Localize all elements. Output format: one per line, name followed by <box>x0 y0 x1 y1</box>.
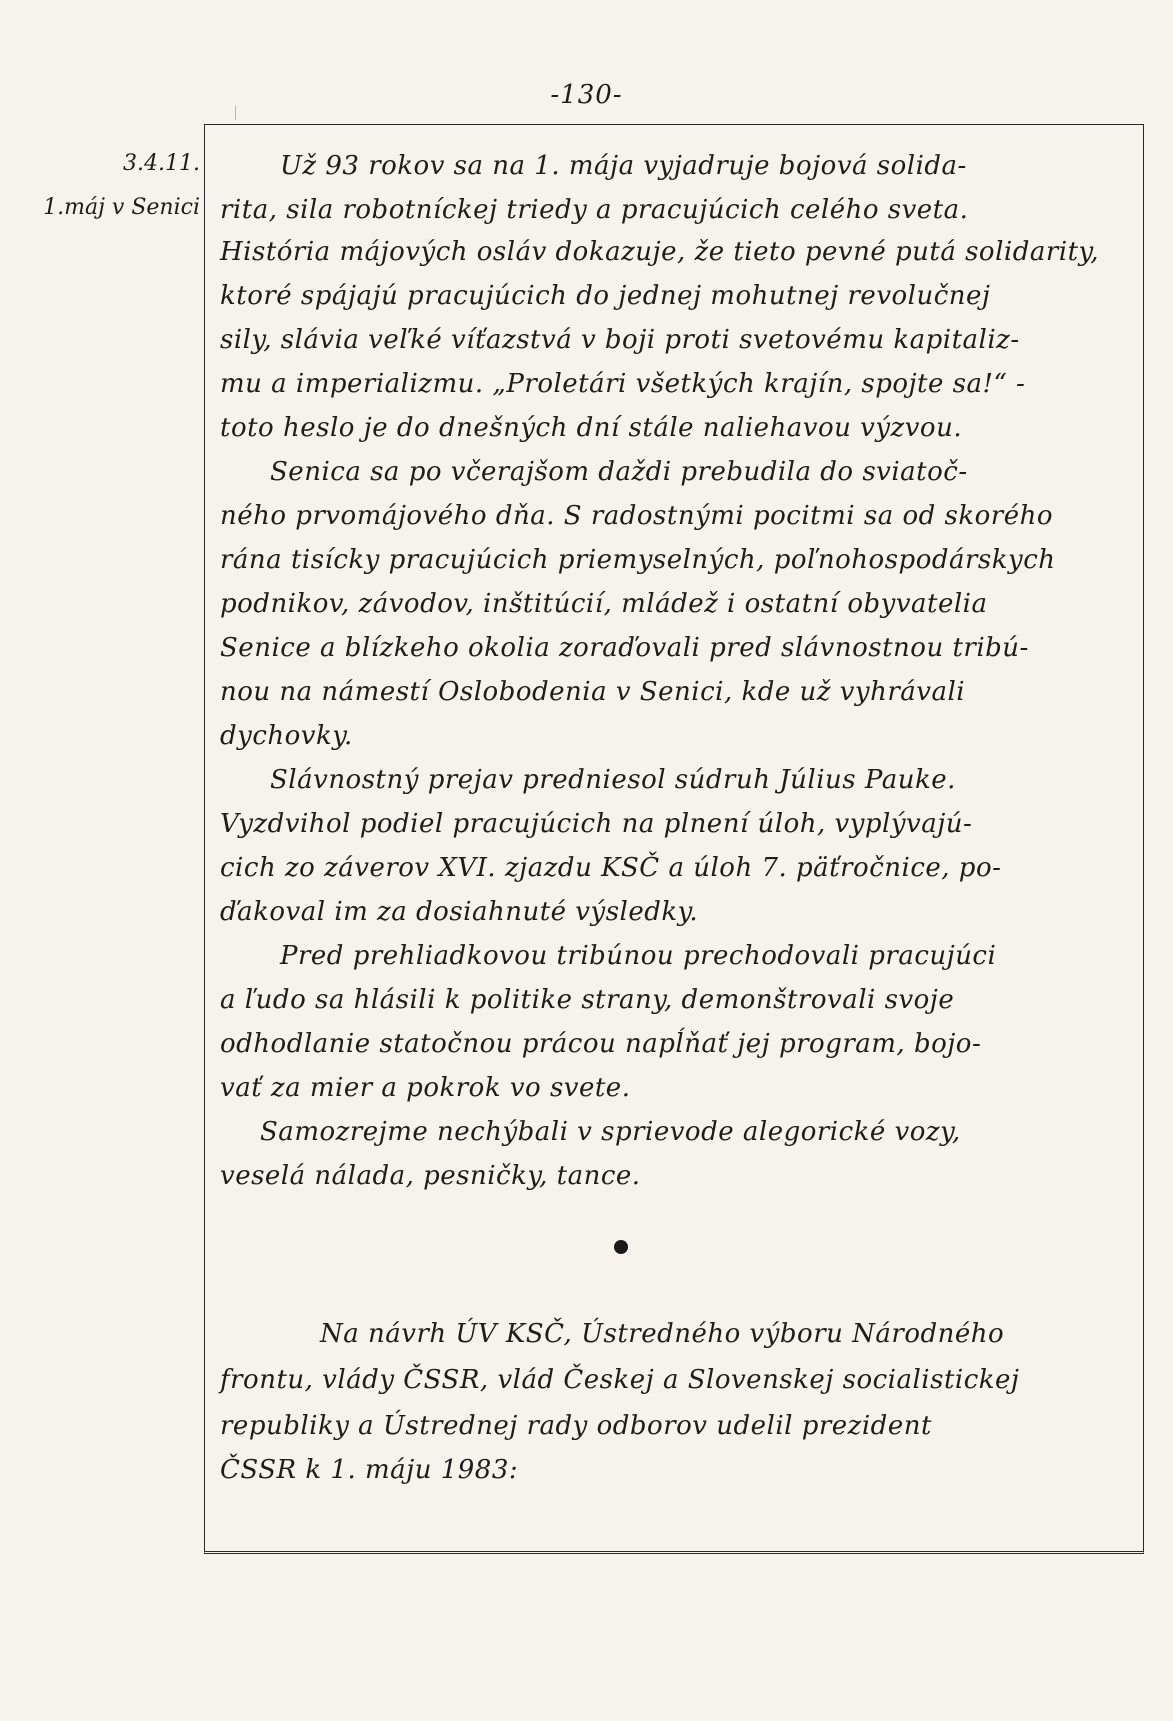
may-day-text-line-9: ného prvomájového dňa. S radostnými pocitmi sa od skorého <box>220 501 1053 531</box>
awards-text-line-4: ČSSR k 1. máju 1983: <box>220 1455 519 1485</box>
may-day-text-line-19: Pred prehliadkovou tribúnou prechodovali pracujúci <box>280 941 997 971</box>
page-number: -130- <box>550 80 623 110</box>
may-day-text-line-21: odhodlanie statočnou prácou napĺňať jej program, bojo- <box>220 1029 982 1059</box>
may-day-text-line-17: cich zo záverov XVI. zjazdu KSČ a úloh 7. päťročnice, po- <box>220 853 1002 883</box>
may-day-text-line-24: veselá nálada, pesničky, tance. <box>220 1161 641 1191</box>
may-day-text-line-10: rána tisícky pracujúcich priemyselných, poľnohospodárskych <box>220 545 1056 575</box>
may-day-text-line-12: Senice a blízkeho okolia zoraďovali pred slávnostnou tribú- <box>220 633 1029 663</box>
awards-text-line-1: Na návrh ÚV KSČ, Ústredného výboru Národného <box>320 1319 1005 1349</box>
may-day-text-line-1: Už 93 rokov sa na 1. mája vyjadruje bojová solida- <box>280 151 967 181</box>
may-day-text-line-15: Slávnostný prejav predniesol súdruh Július Pauke. <box>270 765 956 795</box>
margin-date: 3.4.11. <box>123 151 200 176</box>
may-day-text-line-14: dychovky. <box>220 721 353 751</box>
may-day-text-line-2: rita, sila robotníckej triedy a pracujúcich celého sveta. <box>220 195 969 225</box>
may-day-text-line-20: a ľudo sa hlásili k politike strany, demonštrovali svoje <box>220 985 955 1015</box>
may-day-text-line-16: Vyzdvihol podiel pracujúcich na plnení úloh, vyplývajú- <box>220 809 973 839</box>
awards-text-line-2: frontu, vlády ČSSR, vlád Českej a Slovenskej socialistickej <box>220 1365 1020 1395</box>
margin-topic: 1.máj v Senici <box>43 195 200 220</box>
may-day-text-line-4: ktoré spájajú pracujúcich do jednej mohutnej revolučnej <box>220 281 991 311</box>
section-separator-dot <box>614 1240 628 1254</box>
may-day-text-line-11: podnikov, závodov, inštitúcií, mládež i ostatní obyvatelia <box>220 589 988 619</box>
may-day-text-line-7: toto heslo je do dnešných dní stále naliehavou výzvou. <box>220 413 963 443</box>
may-day-text-line-22: vať za mier a pokrok vo svete. <box>220 1073 631 1103</box>
may-day-text-line-8: Senica sa po včerajšom daždi prebudila do sviatoč- <box>270 457 968 487</box>
may-day-text-line-5: sily, slávia veľké víťazstvá v boji proti svetovému kapitaliz- <box>220 325 1020 355</box>
may-day-text-line-18: ďakoval im za dosiahnuté výsledky. <box>220 897 699 927</box>
margin-tick <box>235 106 236 120</box>
awards-text-line-3: republiky a Ústrednej rady odborov udelil prezident <box>220 1411 932 1441</box>
may-day-text-line-6: mu a imperializmu. „Proletári všetkých krajín, spojte sa!“ - <box>220 369 1026 399</box>
may-day-text-line-3: História májových osláv dokazuje, že tieto pevné putá solidarity, <box>220 237 1100 267</box>
may-day-text-line-13: nou na námestí Oslobodenia v Senici, kde už vyhrávali <box>220 677 966 707</box>
may-day-text-line-23: Samozrejme nechýbali v sprievode alegorické vozy, <box>260 1117 961 1147</box>
